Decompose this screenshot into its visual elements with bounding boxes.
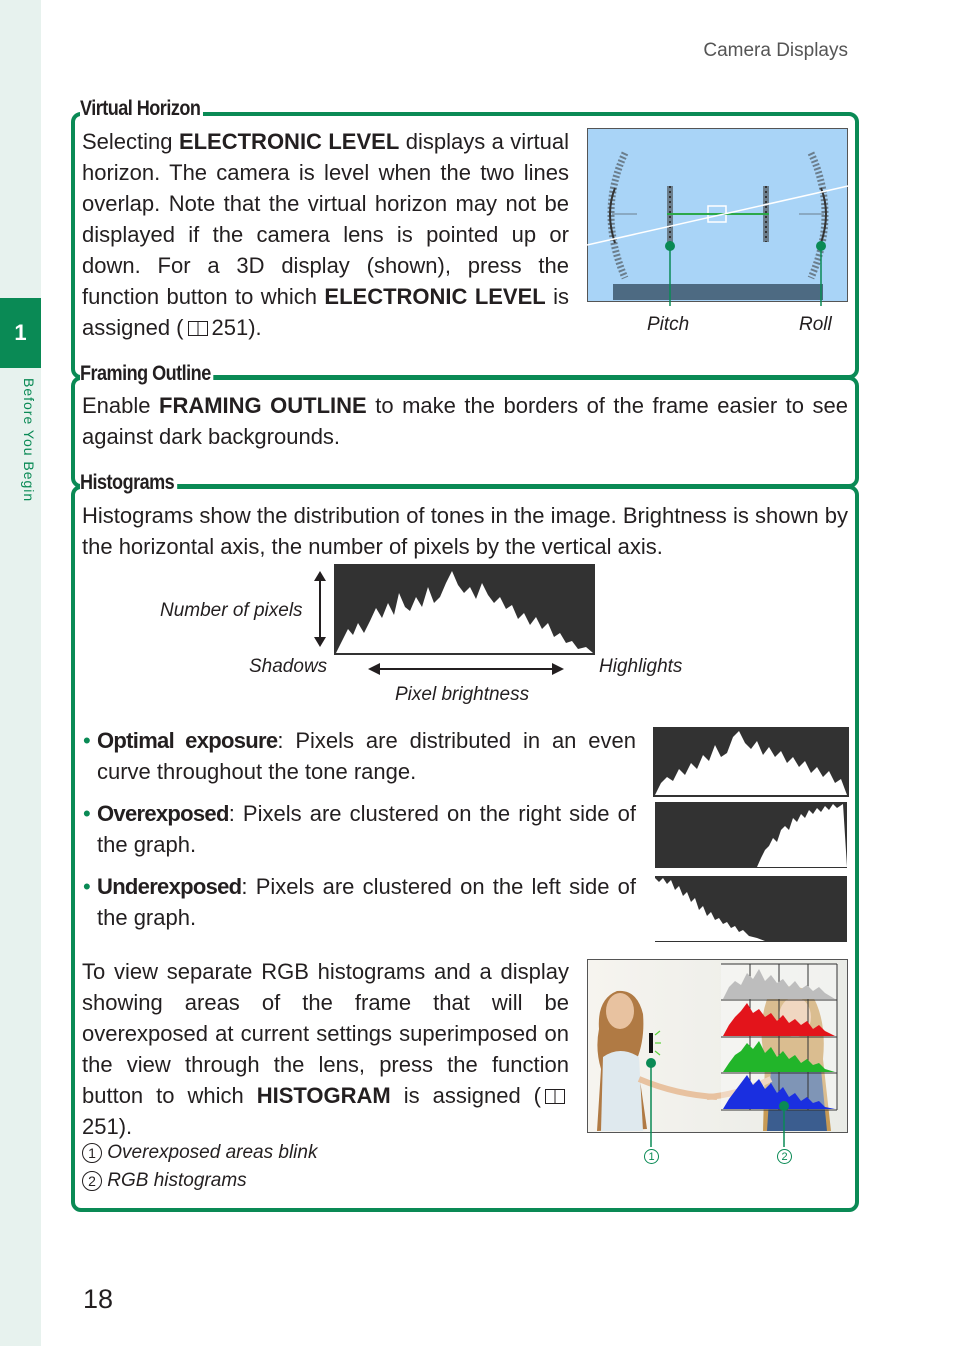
chapter-number-tab: 1	[0, 298, 41, 368]
virtual-horizon-title: Virtual Horizon	[80, 97, 203, 121]
histogram-underexposed-thumb	[653, 874, 849, 944]
rgb-histogram-photo	[587, 959, 849, 1174]
legend-item-2: 2 RGB histograms	[82, 1170, 247, 1192]
number-of-pixels-label: Number of pixels	[160, 600, 303, 621]
page-number: 18	[83, 1284, 114, 1314]
highlights-label: Highlights	[599, 656, 683, 677]
histogram-optimal-thumb	[653, 727, 849, 797]
chapter-sidebar	[0, 0, 41, 1346]
callout-2-marker: 2	[777, 1149, 792, 1164]
roll-caption: Roll	[799, 314, 832, 335]
pixel-brightness-label: Pixel brightness	[395, 684, 530, 705]
bullet-optimal-exposure: • Optimal exposure: Pixels are distributed in an even curve throughout the tone range.	[83, 728, 636, 784]
histograms-title: Histograms	[80, 471, 177, 495]
framing-outline-text: Enable FRAMING OUTLINE to make the borders of the frame easier to see against dark backgrounds.	[82, 393, 848, 449]
bullet-overexposed: • Overexposed: Pixels are clustered on the right side of the graph.	[83, 801, 636, 857]
legend-item-1: 1 Overexposed areas blink	[82, 1142, 317, 1164]
section-divider	[225, 378, 845, 380]
histogram-diagram	[306, 563, 598, 681]
page-header-title: Camera Displays	[703, 40, 848, 61]
framing-outline-title: Framing Outline	[80, 362, 213, 386]
histograms-intro: Histograms show the distribution of tones in the image. Brightness is shown by the horizontal axis, the number of pixels by the vertical axis.	[82, 503, 848, 559]
callout-1-marker: 1	[644, 1149, 659, 1164]
pitch-caption: Pitch	[647, 314, 690, 335]
virtual-horizon-illustration	[587, 128, 849, 342]
book-icon	[188, 321, 208, 336]
histogram-overexposed-thumb	[653, 800, 849, 870]
bullet-underexposed: • Underexposed: Pixels are clustered on the left side of the graph.	[83, 874, 636, 930]
chapter-title: Before You Begin	[21, 378, 37, 503]
section-divider	[183, 487, 845, 489]
rgb-histogram-text: To view separate RGB histograms and a display showing areas of the frame that will be overexposed at current settings superimposed on the view through the lens, press the function button to which HISTOGRAM is assigned (251).	[82, 959, 569, 1139]
book-icon	[545, 1089, 565, 1104]
virtual-horizon-text: Selecting ELECTRONIC LEVEL displays a virtual horizon. The camera is level when the two lines overlap. Note that the virtual horizon may not be displayed if the camera lens is pointed up or down. For a 3D display (shown), press the function button to which ELECTRONIC LEVEL is assigned ( 251).	[82, 129, 570, 340]
shadows-label: Shadows	[249, 656, 328, 677]
